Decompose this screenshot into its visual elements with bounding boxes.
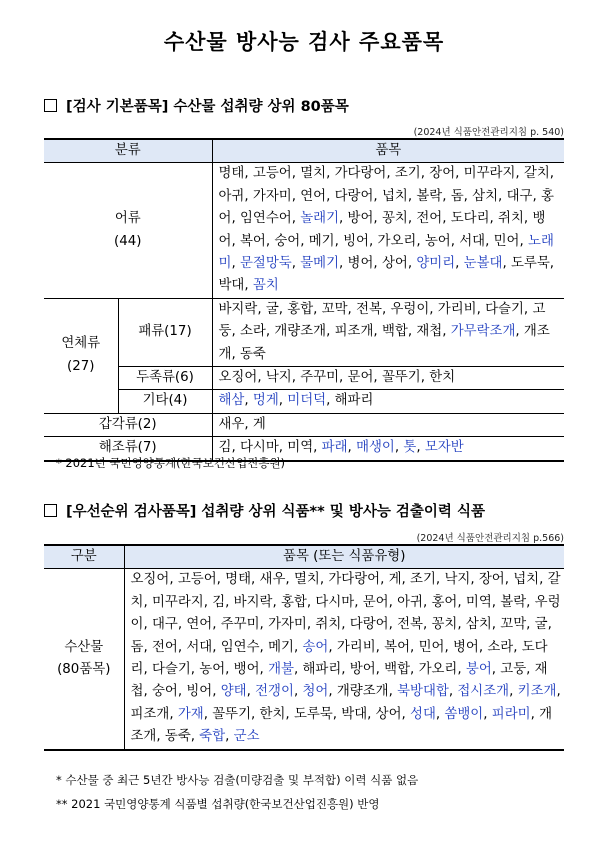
list-item: 재첩 [416, 324, 443, 340]
list-item: 다랑어 [334, 188, 374, 204]
list-item: 넙치 [381, 188, 408, 204]
list-item: 오징어 [218, 370, 258, 386]
list-item: 갈치 [130, 572, 561, 610]
list-item: 쥐치 [315, 617, 342, 633]
list-item: 바지락 [218, 301, 258, 317]
list-item: 숭어 [274, 233, 301, 249]
list-item: 다슬기 [151, 662, 191, 678]
list-item: 양미리 [416, 256, 456, 272]
list-item: 민어 [418, 639, 445, 655]
list-item: 굴 [265, 301, 279, 317]
crustacean-items: 새우, 게 [212, 413, 564, 436]
list-item: 조기 [410, 572, 436, 588]
category-crustacean: 갑각류(2) [98, 416, 157, 432]
list-item: 가다랑어 [334, 166, 387, 182]
category-mollusk: 연체류 (27) [61, 336, 101, 374]
table-row [44, 413, 564, 436]
list-item: 도루묵 [510, 256, 550, 272]
list-item: 메기 [268, 639, 294, 655]
list-item: 홍어 [431, 594, 458, 610]
list-item: 멍게 [252, 393, 279, 409]
list-item: 꽁치 [381, 211, 408, 227]
section2-note-2: ** 2021 국민영양통계 식품별 섭취량(한국보건산업진흥원) 반영 [56, 797, 380, 811]
list-item: 해파리 [302, 662, 342, 678]
list-item: 상어 [375, 706, 402, 722]
list-item: 붕어 [465, 662, 492, 678]
list-item: 문어 [347, 370, 374, 386]
list-item: 민어 [493, 233, 520, 249]
list-item: 빙어 [186, 684, 213, 700]
list-item: 미꾸라지 [463, 166, 516, 182]
list-item: 멸치 [300, 166, 327, 182]
list-item: 백합 [381, 324, 408, 340]
list-item: 굴 [534, 617, 548, 633]
list-item: 매생이 [356, 440, 395, 456]
category-shellfish: 패류(17) [118, 298, 212, 366]
list-item: 임연수어 [239, 211, 292, 227]
category-seaweed: 해조류(7) [98, 440, 157, 456]
list-item: 전어 [416, 211, 443, 227]
list-item: 빙어 [343, 233, 369, 249]
list-item: 소라 [239, 324, 266, 340]
list-item: 미역 [287, 440, 314, 456]
list-item: 방어 [347, 211, 374, 227]
checkbox-icon [44, 504, 57, 517]
list-item: 해삼 [218, 393, 245, 409]
list-item: 다랑어 [349, 617, 389, 633]
list-item: 전갱이 [255, 684, 294, 700]
list-item: 병어 [347, 256, 374, 272]
list-item: 다시마 [315, 594, 355, 610]
section1-title: [검사 기본품목] 수산물 섭취량 상위 80품목 [66, 99, 349, 115]
list-item: 서대 [459, 233, 486, 249]
list-item: 꼼치 [252, 278, 279, 294]
list-item: 피조개 [130, 706, 170, 722]
list-item: 장어 [429, 166, 456, 182]
list-item: 주꾸미 [220, 617, 260, 633]
category-other: 기타(4) [118, 390, 212, 413]
table-row [44, 367, 564, 390]
list-item: 해파리 [334, 393, 374, 409]
list-item: 다슬기 [485, 301, 524, 317]
list-item: 꼴뚜기 [212, 706, 252, 722]
list-item: 명태 [218, 166, 245, 182]
list-item: 전복 [397, 617, 423, 633]
priority-items-table [44, 544, 564, 751]
list-item: 물메기 [300, 256, 340, 272]
basic-items-table [44, 138, 564, 462]
list-item: 동죽 [164, 729, 191, 745]
priority-items: 오징어, 고등어, 명태, 새우, 멸치, 가다랑어, 게, 조기, 낙지, 장어, 넙치, 갈치, 미꾸라지, 김, 바지락, 홍합, 다시마, 문어, 아귀, 홍어, 미역, 볼락, 우렁이, 대구, 연어, 주꾸미, 가자미, 쥐치, 다랑어, 전복, 꽁치, 삼치, 꼬막, 굴, 돔, 전어, 서대, 임연수, 메기, 송어, 가리비, 복어, 민어, 병어, 소라, 도다리, 다슬기, 농어, 뱅어, 개불, 해파리, 방어, 백합, 가오리, 붕어, 고둥, 재첩, 숭어, 빙어, 양태, 전갱이, 청어, 개량조개, 북방대합, 접시조개, 키조개, 피조개, 가재, 꼴뚜기, 한치, 도루묵, 박대, 상어, 성대, 쏨뱅이, 피라미, 개조개, 동죽, 죽합, 군소 [124, 569, 564, 750]
list-item: 상어 [381, 256, 408, 272]
list-item: 문어 [362, 594, 389, 610]
cephalopod-items: 오징어, 낙지, 주꾸미, 문어, 꼴뚜기, 한치 [212, 367, 564, 390]
list-item: 낙지 [265, 370, 292, 386]
list-item: 가재 [177, 706, 204, 722]
list-item: 도다리 [130, 639, 548, 678]
list-item: 숭어 [151, 684, 178, 700]
list-item: 고등어 [252, 166, 292, 182]
table-row [44, 569, 564, 750]
list-item: 꼬막 [321, 301, 348, 317]
list-item: 꼴뚜기 [381, 370, 421, 386]
list-item: 연어 [300, 188, 327, 204]
header-item-types: 품목 (또는 식품유형) [124, 545, 564, 569]
list-item: 뱅어 [233, 662, 260, 678]
list-item: 고둥 [218, 301, 546, 340]
list-item: 개량조개 [336, 684, 389, 700]
checkbox-icon [44, 99, 57, 112]
list-item: 돔 [450, 188, 464, 204]
section2-heading [44, 500, 485, 521]
list-item: 대구 [151, 617, 178, 633]
list-item: 홍합 [287, 301, 314, 317]
list-item: 명태 [225, 572, 252, 588]
table-row [44, 163, 564, 298]
list-item: 김 [212, 594, 226, 610]
list-item: 가오리 [418, 662, 458, 678]
list-item: 개조개 [218, 324, 550, 362]
list-item: 꽁치 [431, 617, 458, 633]
list-item: 가다랑어 [328, 572, 381, 588]
list-item: 죽합 [199, 729, 226, 745]
list-item: 고둥 [500, 662, 527, 678]
list-item: 병어 [452, 639, 479, 655]
list-item: 도루묵 [293, 706, 333, 722]
list-item: 꼬막 [500, 617, 527, 633]
list-item: 키조개 [517, 684, 557, 700]
category-cephalopod: 두족류(6) [118, 367, 212, 390]
list-item: 북방대합 [397, 684, 449, 700]
list-item: 전복 [356, 301, 382, 317]
list-item: 청어 [302, 684, 329, 700]
list-item: 한치 [259, 706, 286, 722]
list-item: 새우 [259, 572, 286, 588]
list-item: 가리비 [437, 301, 477, 317]
section1-source: (2024년 식품안전관리지침 p. 540) [413, 127, 564, 138]
list-item: 새우 [218, 416, 245, 432]
list-item: 농어 [424, 233, 451, 249]
list-item: 피조개 [334, 324, 374, 340]
list-item: 미꾸라지 [151, 594, 204, 610]
list-item: 아귀 [397, 594, 423, 610]
list-item: 뱅어 [218, 211, 546, 249]
list-item: 갈치 [523, 166, 550, 182]
list-item: 한치 [429, 370, 456, 386]
list-item: 송어 [302, 639, 329, 655]
list-item: 동죽 [239, 346, 266, 362]
table-row [44, 298, 564, 366]
list-item: 홍합 [281, 594, 307, 610]
list-item: 가무락조개 [450, 324, 516, 340]
list-item: 돔 [130, 639, 144, 655]
header-category: 분류 [44, 139, 212, 163]
list-item: 방어 [349, 662, 376, 678]
list-item: 바지락 [233, 594, 273, 610]
list-item: 가리비 [336, 639, 376, 655]
list-item: 도다리 [450, 211, 490, 227]
list-item: 넙치 [513, 572, 540, 588]
list-item: 파래 [321, 440, 348, 456]
list-item: 접시조개 [457, 684, 510, 700]
list-item: 복어 [239, 233, 266, 249]
list-item: 멸치 [293, 572, 320, 588]
list-item: 쥐치 [498, 211, 524, 227]
list-item: 문절망둑 [239, 256, 292, 272]
list-item: 볼락 [416, 188, 443, 204]
section1-note: * 2021년 국민영양통계(한국보건산업진흥원) [56, 456, 286, 470]
list-item: 삼치 [472, 188, 499, 204]
list-item: 개조개 [130, 706, 553, 745]
list-item: 아귀 [218, 188, 245, 204]
list-item: 대구 [506, 188, 533, 204]
list-item: 게 [388, 572, 402, 588]
list-item: 삼치 [465, 617, 492, 633]
list-item: 김 [218, 440, 232, 456]
category-fish: 어류 (44) [114, 211, 142, 249]
list-item: 농어 [199, 662, 226, 678]
section2-source: (2024년 식품안전관리지침 p.566) [416, 533, 564, 544]
fish-items: 명태, 고등어, 멸치, 가다랑어, 조기, 장어, 미꾸라지, 갈치, 아귀, 가자미, 연어, 다랑어, 넙치, 볼락, 돔, 삼치, 대구, 홍어, 임연수어, 놀래기, 방어, 꽁치, 전어, 도다리, 쥐치, 뱅어, 복어, 숭어, 메기, 빙어, 가오리, 농어, 서대, 민어, 노래미, 문절망둑, 물메기, 병어, 상어, 양미리, 눈볼대, 도루묵, 박대, 꼼치 [212, 163, 564, 298]
list-item: 복어 [384, 639, 411, 655]
list-item: 미역 [465, 594, 492, 610]
shellfish-items: 바지락, 굴, 홍합, 꼬막, 전복, 우렁이, 가리비, 다슬기, 고둥, 소라, 개량조개, 피조개, 백합, 재첩, 가무락조개, 개조개, 동죽 [212, 298, 564, 366]
list-item: 가자미 [252, 188, 292, 204]
list-item: 다시마 [239, 440, 279, 456]
list-item: 노래미 [218, 233, 554, 272]
list-item: 박대 [341, 706, 368, 722]
section2-note-1: * 수산물 중 최근 5년간 방사능 검출(미량검출 및 부적합) 이력 식품 없음 [56, 773, 419, 787]
page-title: 수산물 방사능 검사 주요품목 [163, 30, 445, 54]
category-seafood: 수산물 (80품목) [57, 639, 111, 678]
list-item: 볼락 [500, 594, 527, 610]
list-item: 서대 [186, 639, 213, 655]
list-item: 소라 [487, 639, 514, 655]
section1-heading [44, 95, 349, 116]
list-item: 메기 [308, 233, 335, 249]
list-item: 가자미 [268, 617, 307, 633]
list-item: 톳 [403, 440, 417, 456]
list-item: 임연수 [220, 639, 260, 655]
list-item: 개량조개 [274, 324, 327, 340]
list-item: 게 [252, 416, 266, 432]
list-item: 우렁이 [130, 594, 561, 633]
list-item: 모자반 [424, 440, 464, 456]
list-item: 홍어 [218, 188, 554, 227]
list-item: 가오리 [377, 233, 417, 249]
list-item: 눈볼대 [463, 256, 503, 272]
header-division: 구분 [44, 545, 124, 569]
list-item: 고등어 [177, 572, 217, 588]
list-item: 백합 [384, 662, 411, 678]
table-row [44, 390, 564, 413]
list-item: 장어 [478, 572, 505, 588]
list-item: 우렁이 [390, 301, 430, 317]
list-item: 재첩 [130, 662, 548, 700]
list-item: 오징어 [130, 572, 170, 588]
list-item: 쏨뱅이 [444, 706, 484, 722]
header-items: 품목 [212, 139, 564, 163]
other-items: 해삼, 멍게, 미더덕, 해파리 [212, 390, 564, 413]
list-item: 놀래기 [300, 211, 340, 227]
list-item: 성대 [410, 706, 436, 722]
list-item: 피라미 [491, 706, 531, 722]
list-item: 미더덕 [287, 393, 327, 409]
list-item: 전어 [151, 639, 178, 655]
list-item: 박대 [218, 278, 245, 294]
list-item: 군소 [233, 729, 260, 745]
list-item: 낙지 [444, 572, 471, 588]
section2-title: [우선순위 검사품목] 섭취량 상위 식품** 및 방사능 검출이력 식품 [66, 504, 485, 520]
list-item: 연어 [186, 617, 213, 633]
list-item: 개불 [268, 662, 294, 678]
list-item: 양태 [220, 684, 247, 700]
list-item: 주꾸미 [300, 370, 340, 386]
seaweed-items: 김, 다시마, 미역, 파래, 매생이, 톳, 모자반 [212, 437, 564, 461]
list-item: 조기 [394, 166, 421, 182]
